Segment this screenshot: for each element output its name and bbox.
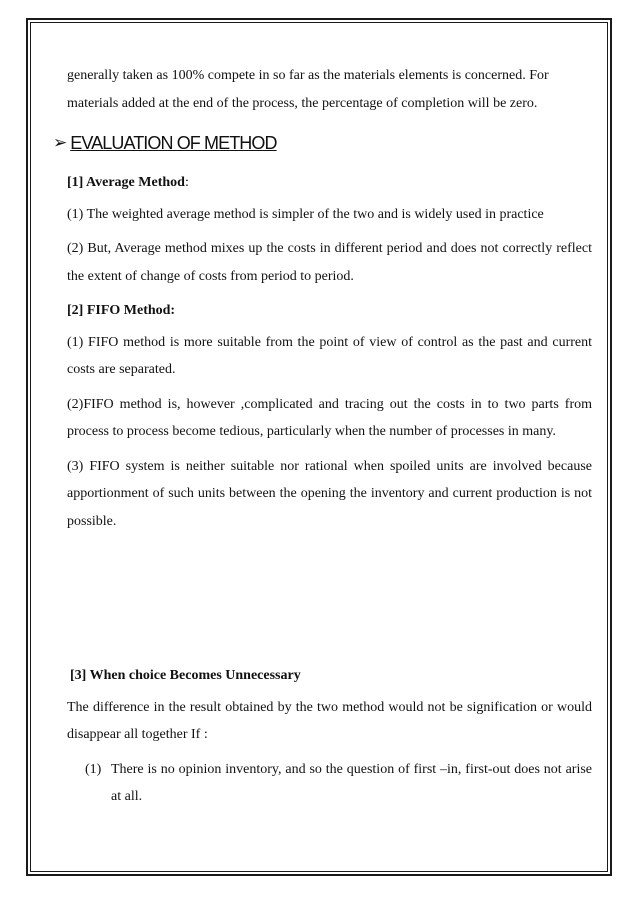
document-body bbox=[53, 62, 592, 811]
average-paragraph-2: (2) But, Average method mixes up the costs in different period and does not correctly reflect the extent of change of costs from period to period. bbox=[67, 241, 592, 284]
average-method-heading-colon: : bbox=[184, 175, 189, 190]
blank-space bbox=[67, 542, 592, 662]
choice-paragraph-1: The difference in the result obtained by the two method would not be signification or would disappear all together If : bbox=[67, 699, 592, 742]
intro-line-2: materials added at the end of the process, the percentage of completion will be zero. bbox=[67, 95, 538, 111]
intro-paragraph bbox=[67, 62, 592, 117]
average-method-heading bbox=[67, 169, 592, 197]
list-item-text: There is no opinion inventory, and so the question of first –in, first-out does not arise at all. bbox=[111, 761, 592, 804]
section-title: EVALUATION OF METHOD bbox=[70, 133, 277, 153]
fifo-paragraph-3: (3) FIFO system is neither suitable nor rational when spoiled units are involved because apportionment of such units between the opening the inventory and current production is not possible. bbox=[67, 458, 592, 529]
arrow-bullet-icon: ➢ bbox=[53, 133, 68, 152]
fifo-paragraph-1: (1) FIFO method is more suitable from the point of view of control as the past and current costs are separated. bbox=[67, 334, 592, 377]
fifo-paragraph-2: (2)FIFO method is, however ,complicated and tracing out the costs in to two parts from process to process become tedious, particularly when the number of processes in many. bbox=[67, 396, 592, 439]
choice-heading: [3] When choice Becomes Unnecessary bbox=[70, 668, 301, 683]
intro-line-1: generally taken as 100% compete in so far as the materials elements is concerned. For bbox=[67, 68, 549, 83]
list-item-number: (1) bbox=[85, 761, 102, 777]
average-method-heading-text: [1] Average Method bbox=[67, 175, 185, 190]
section-heading bbox=[53, 129, 578, 157]
list-item bbox=[67, 756, 592, 811]
fifo-method-heading: [2] FIFO Method: bbox=[67, 303, 176, 318]
average-paragraph-1: (1) The weighted average method is simpler of the two and is widely used in practice bbox=[67, 206, 544, 222]
